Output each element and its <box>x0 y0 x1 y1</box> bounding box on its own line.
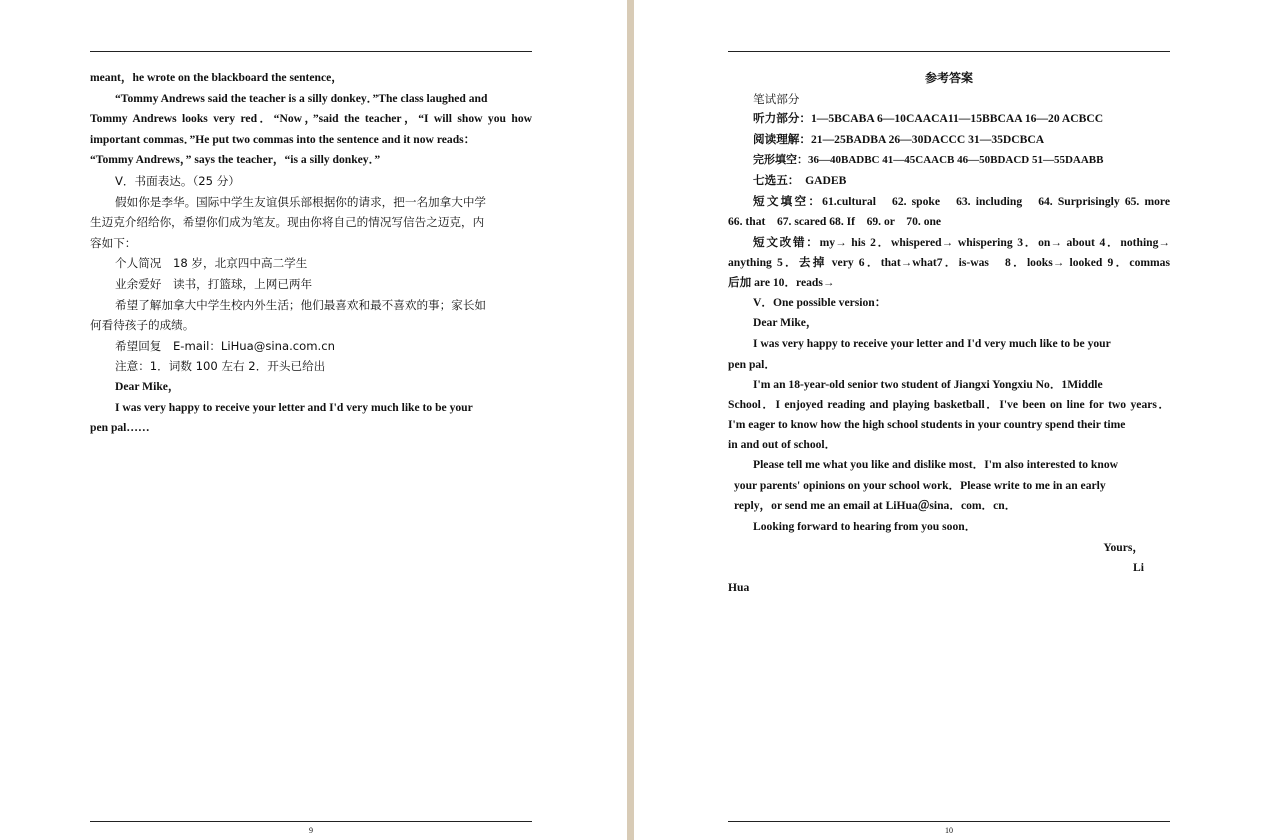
text-line: 容如下： <box>90 235 137 250</box>
text-line: “Tommy Andrews，” says the teacher，“is a silly donkey．” <box>90 153 381 167</box>
text-line: I was very happy to receive your letter and I'd very much like to be your <box>753 336 1111 350</box>
text-line: in and out of school． <box>728 438 837 452</box>
text-line: 短文填空：61.cultural 62. spoke 63. including 64. Surprisingly 65. more <box>753 194 1170 208</box>
text-line: meant，he wrote on the blackboard the sentence， <box>90 71 343 84</box>
page-number: 9 <box>309 826 313 835</box>
text-line: Tommy Andrews looks very red．“Now，”said the teacher，“I will show you how <box>90 112 532 126</box>
text-line: 希望回复 E-mail：LiHua@sina.com.cn <box>115 338 335 353</box>
text-line: pen pal…… <box>90 421 150 435</box>
text-line: your parents' opinions on your school work．Please write to me in an early <box>734 478 1106 492</box>
header-rule <box>90 51 532 52</box>
text-line: I'm eager to know how the high school students in your country spend their time <box>728 418 1126 432</box>
answer-key-title: 参考答案 <box>924 71 973 85</box>
text-line: 何看待孩子的成绩。 <box>90 318 195 333</box>
text-line: pen pal． <box>728 357 776 371</box>
text-line: 阅读理解：21—25BADBA 26—30DACCC 31—35DCBCA <box>753 132 1045 146</box>
text-line: I'm an 18-year-old senior two student of Jiangxi Yongxiu No．1Middle <box>753 377 1103 391</box>
page-9-body <box>90 68 532 438</box>
text-line: 听力部分：1—5BCABA 6—10CAACA11—15BBCAA 16—20 ACBCC <box>753 112 1104 126</box>
page-10 <box>634 0 1261 840</box>
header-rule <box>728 51 1170 52</box>
text-line: 短文改错：my→ his 2．whispered→ whispering 3．on→ about 4．nothing→ <box>753 235 1170 249</box>
text-line: 后加 are 10．reads→ <box>728 275 835 289</box>
text-line: 66. that 67. scared 68. If 69. or 70. one <box>728 215 942 229</box>
text-line: 生迈克介绍给你，希望你们成为笔友。现由你将自己的情况写信告之迈克，内 <box>90 215 485 230</box>
closing-line: Yours， <box>1103 540 1144 554</box>
text-line: I was very happy to receive your letter and I'd very much like to be your <box>115 400 473 414</box>
page-number: 10 <box>945 826 953 835</box>
text-line: School．I enjoyed reading and playing basketball．I've been on line for two years． <box>728 398 1170 412</box>
text-line: important commas．”He put two commas into the sentence and it now reads： <box>90 132 476 146</box>
text-line: Dear Mike， <box>753 316 818 330</box>
text-line: Dear Mike， <box>115 379 180 393</box>
text-line: 七选五： GADEB <box>753 173 847 187</box>
text-line: V．One possible version： <box>753 295 887 309</box>
text-line: Looking forward to hearing from you soon． <box>753 519 977 533</box>
signature-line: Hua <box>728 581 750 595</box>
text-line: 假如你是李华。国际中学生友谊俱乐部根据你的请求，把一名加拿大中学 <box>115 194 487 209</box>
text-line: 完形填空：36—40BADBC 41—45CAACB 46—50BDACD 51—55DAABB <box>753 154 1104 167</box>
text-line: reply，or send me an email at LiHua＠sina．com．cn． <box>734 499 1017 513</box>
page-gutter <box>627 0 634 840</box>
text-line: 个人简况 18 岁，北京四中高二学生 <box>115 256 308 271</box>
signature-line: Li <box>1133 561 1144 575</box>
text-line: 业余爱好 读书，打篮球，上网已两年 <box>115 276 313 291</box>
text-line: “Tommy Andrews said the teacher is a silly donkey．”The class laughed and <box>115 91 488 105</box>
section-heading: V．书面表达。（25 分） <box>115 173 240 188</box>
text-line: 笔试部分 <box>753 91 800 106</box>
page-9 <box>0 0 627 840</box>
text-line: anything 5．去掉 very 6．that→what7．is-was 8．looks→ looked 9．commas <box>728 255 1170 269</box>
footer-rule <box>90 821 532 822</box>
page-10-body <box>728 68 1170 598</box>
footer-rule <box>728 821 1170 822</box>
text-line: 注意：1．词数 100 左右 2．开头已给出 <box>115 359 326 374</box>
text-line: 希望了解加拿大中学生校内外生活；他们最喜欢和最不喜欢的事；家长如 <box>115 297 487 312</box>
text-line: Please tell me what you like and dislike most．I'm also interested to know <box>753 458 1118 472</box>
